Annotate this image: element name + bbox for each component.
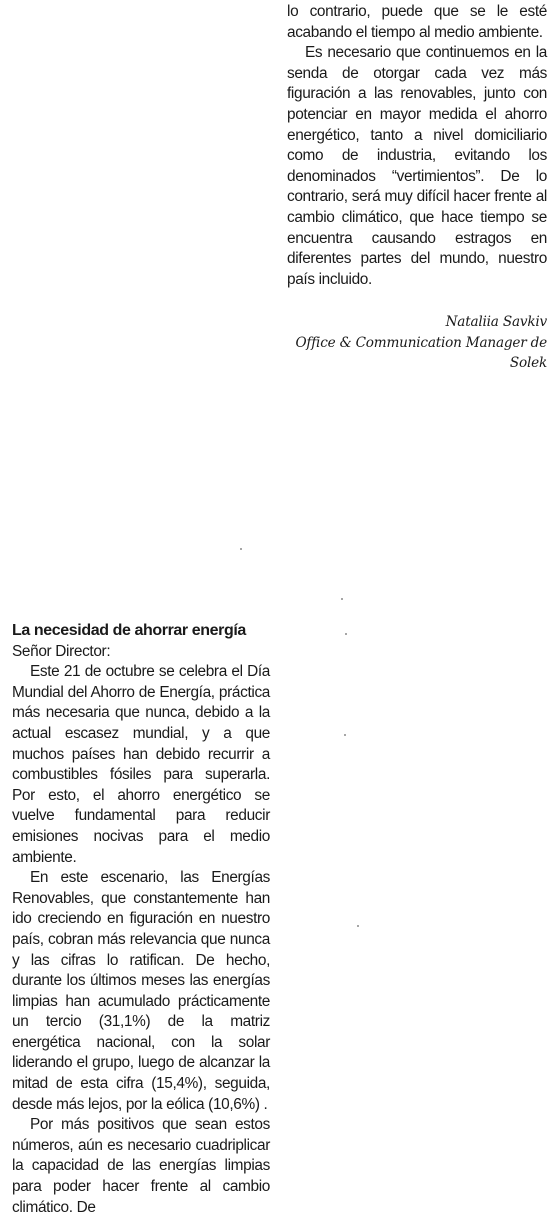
right-column — [287, 2, 547, 374]
scan-speck — [357, 925, 359, 927]
scan-speck — [344, 734, 346, 736]
scan-speck — [341, 598, 343, 600]
body-paragraph: En este escenario, las Energías Renovables, que constantemente han ido creciendo en figuración en nuestro país, cobran más relevancia que nunca y las cifras lo ratifican. De hecho, durante los últimos meses las energías limpias han acumulado prácticamente un tercio (31,1%) de la matriz energética nacional, con la solar liderando el grupo, luego de alcanzar la mitad de esta cifra (15,4%), seguida, desde más lejos, por la eólica (10,6%) . — [12, 869, 270, 1113]
scan-speck — [240, 548, 242, 550]
left-column — [12, 621, 270, 1218]
letter-headline: La necesidad de ahorrar energía — [12, 622, 246, 639]
body-paragraph: Este 21 de octubre se celebra el Día Mundial del Ahorro de Energía, práctica más necesaria que nunca, debido a la actual escasez mundial, y a que muchos países han debido recurrir a combustibles fósiles para superarla. Por esto, el ahorro energético se vuelve fundamental para reducir emisiones nocivas para el medio ambiente. — [12, 663, 270, 866]
letter-salutation: Señor Director: — [12, 642, 111, 660]
body-paragraph: Es necesario que continuemos en la senda de otorgar cada vez más figuración a las renovables, junto con potenciar en mayor medida el ahorro energético, tanto a nivel domiciliario como de industria, evitando los denominados “vertimientos”. De lo contrario, será muy difícil hacer frente al cambio climático, que hace tiempo se encuentra causando estragos en diferentes partes del mundo, nuestro país incluido. — [287, 44, 547, 288]
continuation-paragraph: lo contrario, puede que se le esté acabando el tiempo al medio ambiente. — [287, 3, 547, 41]
signature-block — [287, 312, 547, 374]
signature-company: Solek — [509, 355, 547, 372]
signature-name: Nataliia Savkiv — [445, 314, 547, 331]
signature-title: Office & Communication Manager de — [295, 334, 547, 351]
scan-speck — [345, 633, 347, 635]
body-paragraph: Por más positivos que sean estos números, aún es necesario cuadriplicar la capacidad de las energías limpias para poder hacer frente al cambio climático. De — [12, 1116, 270, 1216]
